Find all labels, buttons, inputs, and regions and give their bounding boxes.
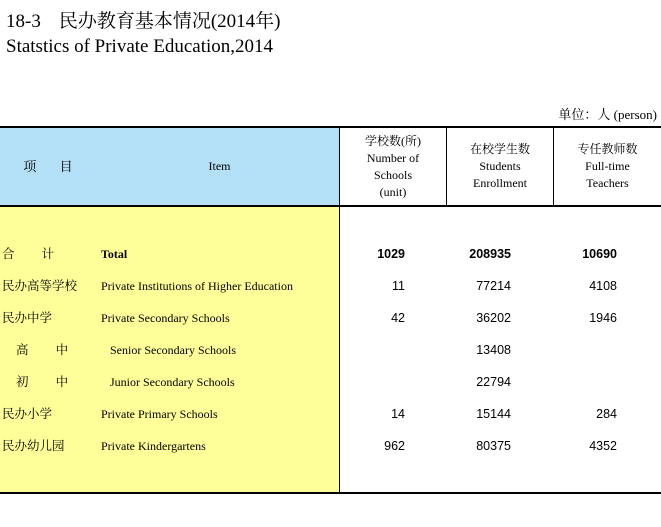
cell-students: 77214	[476, 279, 511, 293]
header-schools-en-1: Number of	[366, 150, 420, 165]
cell-teachers: 284	[596, 407, 617, 421]
table-row	[0, 340, 661, 360]
header-teachers-en-1: Full-time	[585, 159, 630, 173]
row-label-en: Total	[101, 247, 128, 261]
cell-schools: 14	[391, 407, 405, 421]
unit-note: 单位：人 (person)	[558, 107, 657, 122]
cell-schools: 1029	[377, 247, 405, 261]
table-title-cn	[6, 6, 280, 33]
table-title-en: Statstics of Private Education,2014	[6, 36, 274, 57]
table-row	[0, 372, 661, 392]
row-label-en: Junior Secondary Schools	[110, 375, 235, 389]
header-students-en-1: Students	[479, 159, 521, 173]
row-label-cn: 初 中	[16, 375, 81, 389]
row-label-cn: 民办小学	[2, 407, 53, 421]
header-teachers-cn: 专任教师数	[577, 142, 638, 156]
table-number: 18-3	[6, 11, 41, 32]
data-table	[0, 126, 661, 494]
cell-students: 208935	[469, 247, 511, 261]
header-item-cn: 项 目	[23, 159, 83, 174]
row-label-cn: 高 中	[16, 343, 81, 357]
table-row	[0, 436, 661, 456]
header-teachers	[554, 128, 661, 205]
table-row	[0, 404, 661, 424]
row-label-en: Private Secondary Schools	[101, 311, 230, 325]
header-students-cn: 在校学生数	[469, 142, 530, 156]
table-bottom-rule	[0, 492, 661, 494]
cell-teachers: 1946	[589, 311, 617, 325]
row-label-cn: 合 计	[2, 247, 67, 261]
row-label-en: Private Kindergartens	[101, 439, 206, 453]
title-cn-text: 民办教育基本情况(2014年)	[58, 11, 281, 32]
header-schools-cn: 学校数(所)	[365, 133, 421, 148]
header-separator	[0, 205, 661, 207]
table-row	[0, 276, 661, 296]
cell-schools: 962	[384, 439, 405, 453]
header-students	[447, 128, 553, 205]
cell-teachers: 10690	[582, 247, 617, 261]
header-students-en-2: Enrollment	[472, 176, 527, 190]
cell-schools: 42	[391, 311, 405, 325]
header-teachers-en-2: Teachers	[586, 176, 629, 190]
row-label-cn: 民办高等学校	[2, 279, 78, 293]
cell-teachers: 4108	[589, 279, 617, 293]
header-schools-en-2: Schools	[373, 167, 412, 182]
cell-schools: 11	[392, 279, 405, 293]
table-row-total	[0, 244, 661, 264]
header-schools-en-3: (unit)	[379, 184, 407, 199]
row-label-cn: 民办中学	[2, 311, 53, 325]
cell-students: 13408	[476, 343, 511, 357]
cell-students: 36202	[476, 311, 511, 325]
row-label-en: Private Institutions of Higher Education	[101, 279, 293, 293]
cell-students: 15144	[476, 407, 511, 421]
row-label-en: Private Primary Schools	[101, 407, 218, 421]
cell-teachers: 4352	[589, 439, 617, 453]
table-row	[0, 308, 661, 328]
header-schools	[340, 128, 446, 205]
row-label-en: Senior Secondary Schools	[110, 343, 236, 357]
cell-students: 80375	[476, 439, 511, 453]
cell-students: 22794	[476, 375, 511, 389]
row-label-cn: 民办幼儿园	[2, 439, 65, 453]
header-item-en: Item	[208, 159, 231, 173]
